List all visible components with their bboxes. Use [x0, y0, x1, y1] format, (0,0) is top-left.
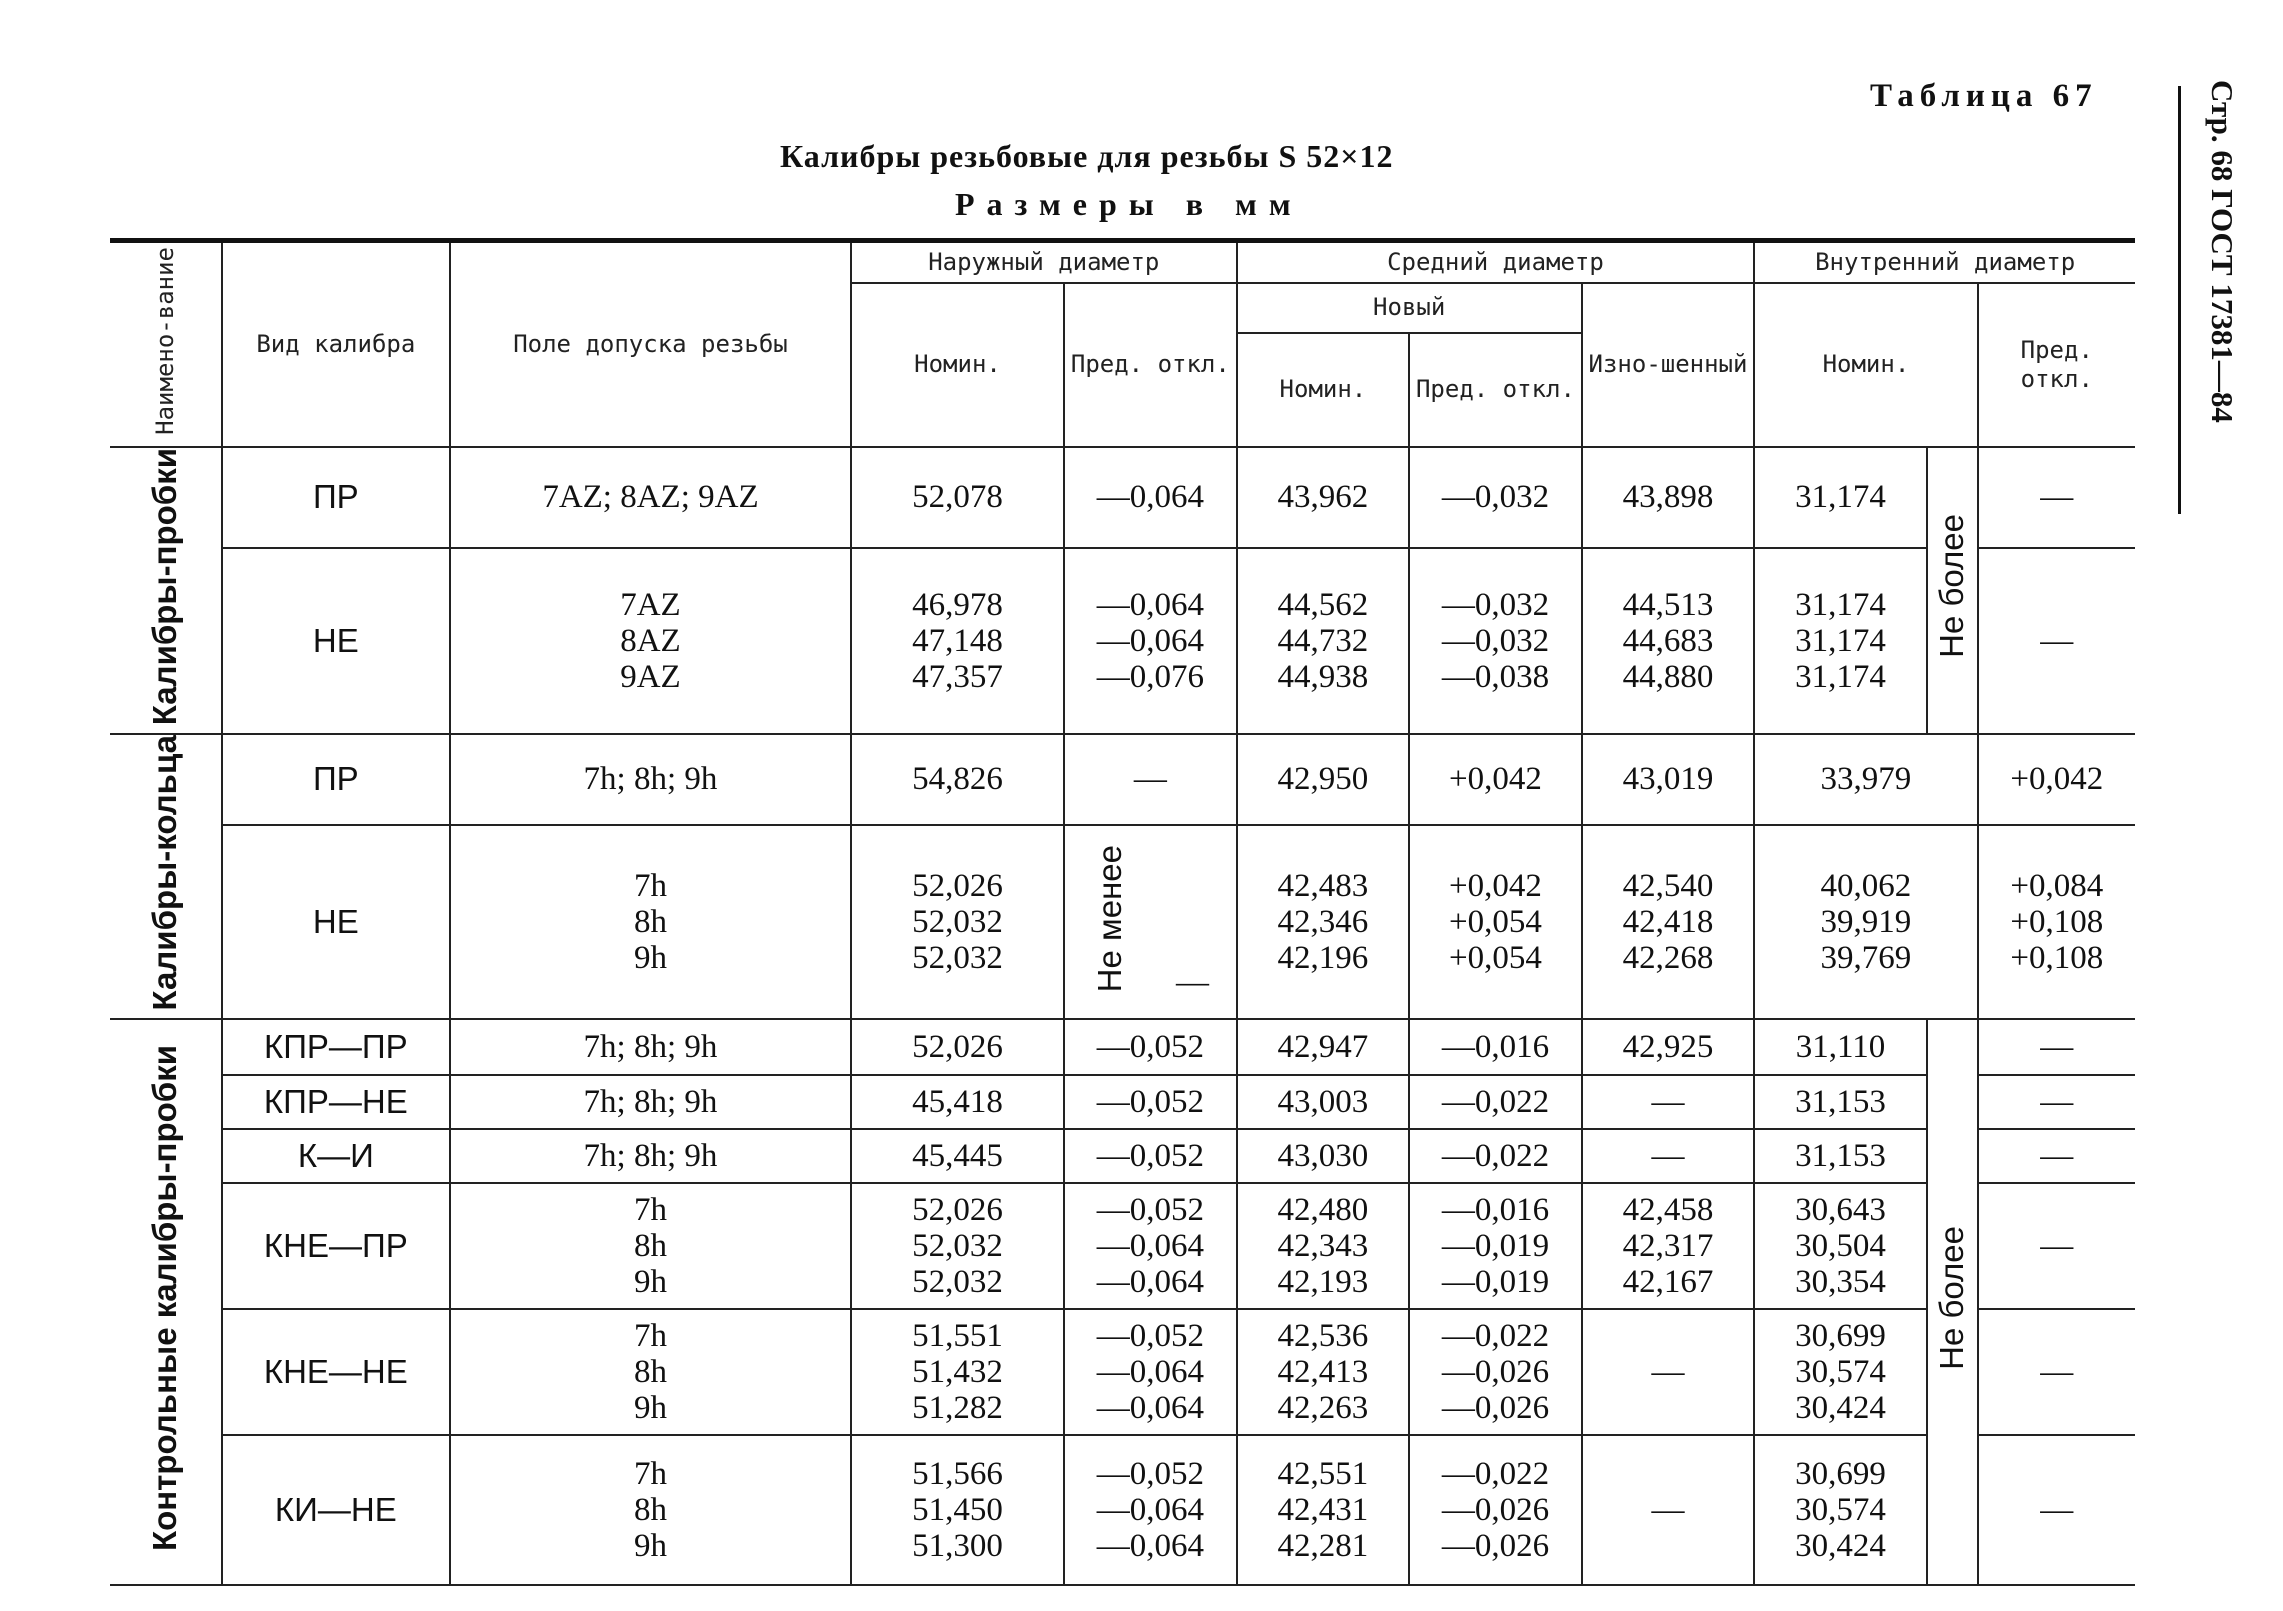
row-mid-nom: 43,030 — [1237, 1129, 1410, 1183]
row-outer-nom: 45,418 — [851, 1075, 1064, 1129]
header-name-text: Наимено-вание — [151, 246, 180, 435]
header-name — [110, 241, 222, 447]
row-mid-nom: 42,480 42,343 42,193 — [1237, 1183, 1410, 1309]
group-ring-gauges — [110, 734, 222, 1020]
row-field: 7AZ; 8AZ; 9AZ — [450, 447, 851, 548]
row-inner-dev: — — [1978, 1129, 2135, 1183]
header-outer-nom: Номин. — [851, 283, 1064, 447]
row-inner-dev: — — [1978, 447, 2135, 548]
row-inner-nom: 31,153 — [1754, 1075, 1927, 1129]
row-mid-dev: —0,022 —0,026 —0,026 — [1409, 1435, 1582, 1585]
row-inner-dev: +0,042 — [1978, 734, 2135, 825]
row-mid-dev: —0,022 — [1409, 1075, 1582, 1129]
row-inner-nom: 31,153 — [1754, 1129, 1927, 1183]
row-outer-dev: —0,052 —0,064 —0,064 — [1064, 1435, 1237, 1585]
page-side-header: Стр. 68 ГОСТ 17381—84 — [2205, 80, 2240, 423]
row-outer-nom: 45,445 — [851, 1129, 1064, 1183]
row-kind: КИ—НЕ — [222, 1435, 450, 1585]
row-field: 7h 8h 9h — [450, 825, 851, 1019]
row-mid-dev: +0,042 +0,054 +0,054 — [1409, 825, 1582, 1019]
header-middle: Средний диаметр — [1237, 241, 1755, 283]
row-worn: 42,925 — [1582, 1019, 1755, 1075]
header-inner-dev: Пред. откл. — [1978, 283, 2135, 447]
row-mid-dev: —0,016 —0,019 —0,019 — [1409, 1183, 1582, 1309]
header-mid-new: Новый — [1237, 283, 1582, 333]
row-worn: 43,898 — [1582, 447, 1755, 548]
row-inner-nom: 33,979 — [1754, 734, 1977, 825]
row-outer-nom: 54,826 — [851, 734, 1064, 825]
row-mid-dev: —0,032 —0,032 —0,038 — [1409, 548, 1582, 734]
header-inner: Внутренний диаметр — [1754, 241, 2135, 283]
row-mid-nom: 42,947 — [1237, 1019, 1410, 1075]
row-inner-dev: — — [1978, 1183, 2135, 1309]
row-outer-dev: —0,052 —0,064 —0,064 — [1064, 1183, 1237, 1309]
row-outer-nom: 51,566 51,450 51,300 — [851, 1435, 1064, 1585]
group-plug-gauges-label: Калибры-пробки — [146, 447, 184, 725]
row-mid-dev: +0,042 — [1409, 734, 1582, 825]
row-mid-dev: —0,016 — [1409, 1019, 1582, 1075]
row-inner-dev: — — [1978, 1019, 2135, 1075]
row-outer-dev: —0,052 — [1064, 1075, 1237, 1129]
group-control-gauges-label: Контрольные калибры-пробки — [146, 1045, 184, 1552]
header-field: Поле допуска резьбы — [450, 241, 851, 447]
row-kind: КПР—НЕ — [222, 1075, 450, 1129]
group-control-gauges — [110, 1019, 222, 1585]
row-kind: КНЕ—НЕ — [222, 1309, 450, 1435]
table-number: Таблица 67 — [1870, 78, 2098, 114]
row-mid-nom: 43,962 — [1237, 447, 1410, 548]
row-mid-nom: 42,483 42,346 42,196 — [1237, 825, 1410, 1019]
row-kind: ПР — [222, 447, 450, 548]
row-worn: 42,540 42,418 42,268 — [1582, 825, 1755, 1019]
row-field: 7h; 8h; 9h — [450, 734, 851, 825]
row-mid-dev: —0,022 —0,026 —0,026 — [1409, 1309, 1582, 1435]
row-worn: 44,513 44,683 44,880 — [1582, 548, 1755, 734]
row-kind: КПР—ПР — [222, 1019, 450, 1075]
units-caption: Размеры в мм — [955, 186, 1303, 222]
row-worn: — — [1582, 1129, 1755, 1183]
row-inner-nom: 40,062 39,919 39,769 — [1754, 825, 1977, 1019]
header-outer: Наружный диаметр — [851, 241, 1237, 283]
row-outer-dev: — — [1064, 734, 1237, 825]
row-outer-nom: 52,026 52,032 52,032 — [851, 1183, 1064, 1309]
row-inner-dev: — — [1978, 1435, 2135, 1585]
row-inner-nom: 31,110 — [1754, 1019, 1927, 1075]
row-kind: НЕ — [222, 825, 450, 1019]
header-inner-nom: Номин. — [1754, 283, 1977, 447]
row-worn: — — [1582, 1435, 1755, 1585]
row-field: 7h 8h 9h — [450, 1435, 851, 1585]
row-outer-nom: 52,026 — [851, 1019, 1064, 1075]
row-outer-dev — [1064, 825, 1237, 1019]
row-mid-dev: —0,032 — [1409, 447, 1582, 548]
row-field: 7h 8h 9h — [450, 1183, 851, 1309]
row-field: 7h 8h 9h — [450, 1309, 851, 1435]
row-outer-dev: —0,052 —0,064 —0,064 — [1064, 1309, 1237, 1435]
note-not-more-2 — [1927, 1019, 1978, 1585]
row-inner-dev: +0,084 +0,108 +0,108 — [1978, 825, 2135, 1019]
row-outer-nom: 52,026 52,032 52,032 — [851, 825, 1064, 1019]
group-ring-gauges-label: Калибры-кольца — [146, 734, 184, 1011]
row-field: 7h; 8h; 9h — [450, 1129, 851, 1183]
row-kind: ПР — [222, 734, 450, 825]
note-not-more-1-text: Не более — [1933, 514, 1971, 659]
row-mid-nom: 43,003 — [1237, 1075, 1410, 1129]
row-mid-nom: 42,950 — [1237, 734, 1410, 825]
row-inner-nom: 31,174 31,174 31,174 — [1754, 548, 1927, 734]
header-mid-nom: Номин. — [1237, 333, 1410, 447]
row-mid-nom: 42,536 42,413 42,263 — [1237, 1309, 1410, 1435]
row-worn: 42,458 42,317 42,167 — [1582, 1183, 1755, 1309]
row-outer-dev: —0,064 —0,064 —0,076 — [1064, 548, 1237, 734]
gauge-table — [110, 238, 2135, 1586]
row-mid-dev: —0,022 — [1409, 1129, 1582, 1183]
note-not-less-text: Не менее — [1090, 844, 1128, 992]
row-worn: — — [1582, 1075, 1755, 1129]
row-inner-nom: 31,174 — [1754, 447, 1927, 548]
row-worn: 43,019 — [1582, 734, 1755, 825]
header-outer-dev: Пред. откл. — [1064, 283, 1237, 447]
row-mid-nom: 44,562 44,732 44,938 — [1237, 548, 1410, 734]
note-not-more-2-text: Не более — [1933, 1226, 1971, 1371]
row-outer-nom: 51,551 51,432 51,282 — [851, 1309, 1064, 1435]
row-kind: К—И — [222, 1129, 450, 1183]
row-field: 7AZ 8AZ 9AZ — [450, 548, 851, 734]
row-inner-dev: — — [1978, 548, 2135, 734]
row-outer-nom: 46,978 47,148 47,357 — [851, 548, 1064, 734]
row-worn: — — [1582, 1309, 1755, 1435]
row-inner-dev: — — [1978, 1075, 2135, 1129]
row-inner-nom: 30,699 30,574 30,424 — [1754, 1435, 1927, 1585]
row-outer-dev-value: — — [1175, 963, 1209, 1000]
header-kind: Вид калибра — [222, 241, 450, 447]
row-mid-nom: 42,551 42,431 42,281 — [1237, 1435, 1410, 1585]
row-kind: НЕ — [222, 548, 450, 734]
row-field: 7h; 8h; 9h — [450, 1019, 851, 1075]
header-mid-dev: Пред. откл. — [1409, 333, 1582, 447]
table-title: Калибры резьбовые для резьбы S 52×12 — [780, 138, 1394, 174]
group-plug-gauges — [110, 447, 222, 734]
row-outer-dev: —0,064 — [1064, 447, 1237, 548]
row-inner-dev: — — [1978, 1309, 2135, 1435]
row-outer-nom: 52,078 — [851, 447, 1064, 548]
note-not-more-1 — [1927, 447, 1978, 734]
row-inner-nom: 30,699 30,574 30,424 — [1754, 1309, 1927, 1435]
row-kind: КНЕ—ПР — [222, 1183, 450, 1309]
side-rule — [2178, 86, 2181, 514]
header-worn: Изно-шенный — [1582, 283, 1755, 447]
row-outer-dev: —0,052 — [1064, 1129, 1237, 1183]
row-outer-dev: —0,052 — [1064, 1019, 1237, 1075]
row-field: 7h; 8h; 9h — [450, 1075, 851, 1129]
row-inner-nom: 30,643 30,504 30,354 — [1754, 1183, 1927, 1309]
